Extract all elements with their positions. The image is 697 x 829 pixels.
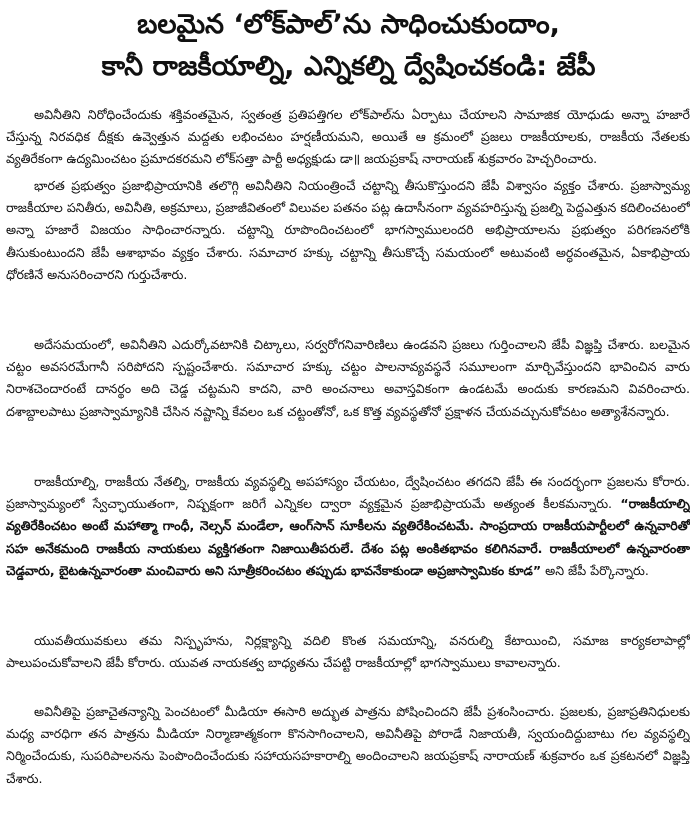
headline-line-1: బలమైన ‘లోక్‌పాల్’ను సాధించుకుందాం, bbox=[137, 9, 560, 40]
jp-quote: “రాజకీయాల్ని వ్యతిరేకించటం అంటే మహాత్మా గాంధీ, నెల్సన్ మండేలా, ఆంగ్‌సాన్ సూకీలను వ్యతిరేకించటమే. సాంప్రదాయ రాజకీయపార్టీలలో ఉన్నవారితో సహ అనేకమంది రాజకీయ నాయకులు వ్యక్తిగతంగా నిజాయితీపరులే. దేశం పట్ల అంకితభావం కలిగినవారే. రాజకీయాలలో ఉన్నవారంతా చెడ్డవారు, బైటఉన్నవారంతా మంచివారు అని సూత్రీకరించటం తప్పుడు భావనేకాకుండా అప్రజాస్వామికం కూడ” bbox=[6, 496, 690, 578]
headline-line-2: కానీ రాజకీయాల్ని, ఎన్నికల్ని ద్వేషించకండి: జేపీ bbox=[101, 51, 596, 82]
paragraph-5: యువతీయువకులు తమ నిస్పృహను, నిర్లక్ష్యాన్ని వదిలి కొంత సమయాన్ని, వనరుల్ని కేటాయించి, సమాజ కార్యకలాపాల్లో పాలుపంచుకోవాలని జేపీ కోరారు. యువత నాయకత్వ బాధ్యతను చేపట్టి రాజకీయాల్లో భాగస్వాములు కావాలన్నారు. bbox=[6, 633, 690, 671]
paragraph-6: అవినీతిపై ప్రజాచైతన్యాన్ని పెంచటంలో మీడియా ఈసారి అద్భుత పాత్రను పోషించిందని జేపీ ప్రశంసించారు. ప్రజలకు, ప్రజాప్రతినిధులకు మధ్య వారధిగా తన పాత్రను మీడియా నిర్మాణాత్మకంగా కొనసాగించాలని, అవినీతిపై పోరాడే నిజాయతీ, స్వయందిద్దుబాటు గల వ్యవస్థల్ని నిర్మించేందుకు, సుపరిపాలనను పెంపొందించేందుకు సహాయసహకారాల్ని అందించాలని జయప్రకాష్ నారాయణ్ శుక్రవారం ఒక ప్రకటనలో విజ్ఞప్తి చేశారు. bbox=[6, 704, 690, 786]
article-body bbox=[6, 104, 690, 822]
paragraph-1: అవినీతిని నిరోధించేందుకు శక్తివంతమైన, స్వతంత్ర ప్రతిపత్తిగల లోక్‌పాల్‌ను ఏర్పాటు చేయాలని సామాజిక యోధుడు అన్నా హజారే చేస్తున్న నిరవధిక దీక్షకు ఉవ్వెత్తున మద్దతు లభించటం హర్షణీయమని, అయితే ఆ క్రమంలో ప్రజలు రాజకీయాలకు, రాజకీయ నేతలకు వ్యతిరేకంగా ఉద్యమించటం ప్రమాదకరమని లోక్‌సత్తా పార్టీ అధ్యక్షుడు డా॥ జయప్రకాష్ నారాయణ్ శుక్రవారం హెచ్చరించారు. bbox=[6, 107, 690, 167]
paragraph-4 bbox=[6, 471, 690, 626]
paragraph-3: అదేసమయంలో, అవినీతిని ఎదుర్కోవటానికి చిట్కాలు, సర్వరోగనివారిణిలు ఉండవని ప్రజలు గుర్తించాలని జేపీ విజ్ఞప్తి చేశారు. బలమైన చట్టం అవసరమేగానీ సరిపోదని స్పష్టంచేశారు. సమాచార హక్కు చట్టం పాలనావ్యవస్థనే సమూలంగా మార్చివేస్తుందని భావించిన వారు నిరాశచెందారంటే దానర్థం అది చెడ్డ చట్టమని కాదని, వారి అంచనాలు అవాస్తవికంగా ఉండటమే అందుకు కారణమని వివరించారు. దశాబ్దాలపాటు ప్రజాస్వామ్యానికి చేసిన నష్టాన్ని కేవలం ఒక చట్టంతోనో, ఒక కొత్త వ్యవస్థతోనో ప్రక్షాళన చేయవచ్చునుకోవటం అత్యాశేనన్నారు. bbox=[6, 337, 690, 419]
paragraph-4-text: రాజకీయాల్ని, రాజకీయ నేతల్ని, రాజకీయ వ్యవస్థల్ని అపహాస్యం చేయటం, ద్వేషించటం తగదని జేపీ ఈ సందర్భంగా ప్రజలను కోరారు. ప్రజాస్వామ్యంలో స్వేచ్ఛాయుతంగా, నిష్పక్షంగా జరిగే ఎన్నికల ద్వారా వ్యక్తమైన ప్రజాభిప్రాయమే అత్యంత కీలకమన్నారు. bbox=[6, 474, 690, 512]
paragraph-2: భారత ప్రభుత్వం ప్రజాభిప్రాయానికి తలొగ్గి అవినీతిని నియంత్రించే చట్టాన్ని తీసుకొస్తుందని జేపీ విశ్వాసం వ్యక్తం చేశారు. ప్రజాస్వామ్య రాజకీయాల పనితీరు, అవినీతి, అక్రమాలు, ప్రజాజీవితంలో విలువల పతనం పట్ల ఉదాసీనంగా వ్యవహరిస్తున్న ప్రజల్ని పెద్దఎత్తున కదిలించటంలో అన్నా హజారే విజయం సాధించారన్నారు. చట్టాన్ని రూపొందించటంలో భాగస్వాములందరి అభిప్రాయాలను ప్రభుత్వం పరిగణనలోకి తీసుకుంటుందని జేపీ ఆశాభావం వ్యక్తం చేశారు. సమాచార హక్కు చట్టాన్ని తీసుకొచ్చే సమయంలో అటువంటి అర్ధవంతమైన, ఏకాభిప్రాయ ధోరణినే అనుసరించారని గుర్తుచేశారు. bbox=[6, 178, 690, 282]
paragraph-4-tail: అని జేపీ పేర్కొన్నారు. bbox=[541, 562, 649, 578]
headline bbox=[6, 4, 691, 88]
